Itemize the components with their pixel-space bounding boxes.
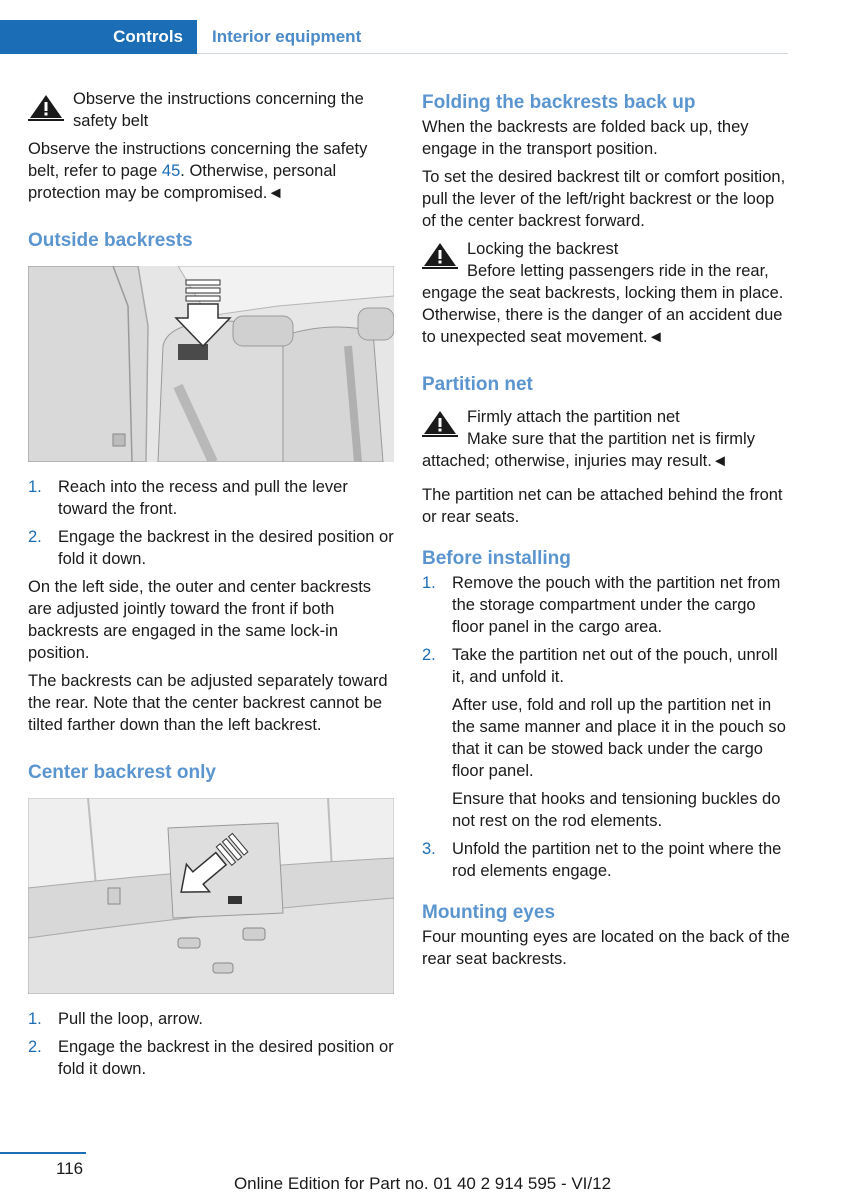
page-link[interactable]: 45 [161,162,181,180]
paragraph-jointly: On the left side, the outer and center backrests are adjusted jointly toward the front if both backrests are engaged in the same lock-in position. [28,578,372,662]
step-number: 2. [28,1038,42,1056]
step-text: Take the partition net out of the pouch, unroll it, and unfold it. [452,646,778,686]
warning-safety-belt [28,88,396,132]
left-column [28,88,396,1086]
center-steps-list [28,1008,396,1080]
step-text: Reach into the recess and pull the lever toward the front. [58,478,348,518]
warning-title: Locking the backrest [467,240,619,258]
heading-folding-back-up: Folding the backrests back up [422,92,696,113]
step-text: Pull the loop, arrow. [58,1010,203,1028]
step-text: Remove the pouch with the partition net from the storage compartment under the cargo floor panel in the cargo area. [452,574,781,636]
paragraph-separately: The backrests can be adjusted separately toward the rear. Note that the center backrest cannot be tilted farther down than the left backrest. [28,672,388,734]
header-subsection: Interior equipment [212,27,362,46]
paragraph-text: Observe the instructions concerning the safety belt, refer to page [28,140,368,180]
warning-triangle-icon [422,241,458,269]
warning-triangle-icon [422,409,458,437]
paragraph-attached: The partition net can be attached behind the front or rear seats. [422,486,783,526]
step-number: 1. [28,478,42,496]
warning-title: Observe the instructions concerning the safety belt [73,90,364,130]
step-note: After use, fold and roll up the partition net in the same manner and place it in the pouch so that it can be stowed back under the cargo floor panel. [452,696,786,780]
warning-partition-net [422,406,790,472]
step-number: 1. [28,1010,42,1028]
step-number: 1. [422,574,436,592]
paragraph-mounting-eyes: Four mounting eyes are located on the back of the rear seat backrests. [422,928,790,968]
step-text: Unfold the partition net to the point where the rod elements engage. [452,840,782,880]
list-item [28,1036,396,1080]
outside-backrest-figure [28,266,394,462]
paragraph-transport-position: When the backrests are folded back up, they engage in the transport position. [422,118,749,158]
outside-backrest-illustration [28,266,394,462]
right-column [422,88,790,976]
center-backrest-figure [28,798,394,994]
list-item [28,1008,396,1030]
outside-steps-list [28,476,396,570]
step-number: 2. [422,646,436,664]
warning-text: Before letting passengers ride in the rear, engage the seat backrests, locking them in place. Otherwise, there is the danger of an accident due to unexpected seat movement.◄ [422,262,784,346]
center-backrest-illustration [28,798,394,994]
step-number: 3. [422,840,436,858]
heading-before-installing: Before installing [422,548,571,569]
step-text: Engage the backrest in the desired position or fold it down. [58,1038,394,1078]
footer-rule [0,1152,86,1154]
header-rule [197,53,788,54]
paragraph-tilt: To set the desired backrest tilt or comfort position, pull the lever of the left/right backrest or the loop of the center backrest forward. [422,168,786,230]
heading-partition-net: Partition net [422,374,533,395]
heading-outside-backrests: Outside backrests [28,230,193,251]
step-number: 2. [28,528,42,546]
heading-mounting-eyes: Mounting eyes [422,902,556,923]
safety-belt-paragraph [28,138,396,204]
step-text: Engage the backrest in the desired position or fold it down. [58,528,394,568]
list-item [28,526,396,570]
paragraph-text: . Otherwise, personal protection may be compromised.◄ [28,162,337,202]
list-item [422,838,790,882]
edition-footer: Online Edition for Part no. 01 40 2 914 595 - VI/12 [233,1174,612,1193]
list-item [28,476,396,520]
step-note: Ensure that hooks and tensioning buckles do not rest on the rod elements. [452,790,781,830]
list-item [422,572,790,638]
warning-locking-backrest [422,238,790,348]
header-section-tab: Controls [0,20,197,54]
warning-text: Make sure that the partition net is firmly attached; otherwise, injuries may result.◄ [422,430,755,470]
warning-triangle-icon [28,93,64,121]
list-item [422,644,790,832]
heading-center-backrest: Center backrest only [28,762,216,783]
install-steps-list [422,572,790,882]
warning-title: Firmly attach the partition net [467,408,680,426]
page-number: 116 [56,1159,84,1178]
